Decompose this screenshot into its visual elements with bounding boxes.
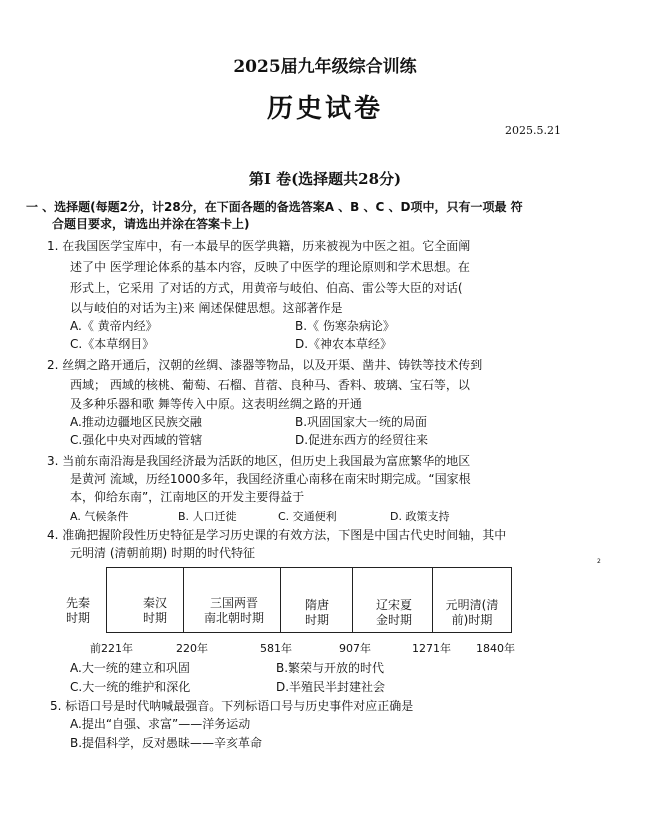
q2-line-3: 及多种乐器和歌 舞等传入中原。这表明丝绸之路的开通 — [70, 397, 362, 411]
q3-option-c: C. 交通便利 — [278, 510, 337, 523]
timeline-date: 581年 — [260, 642, 292, 655]
timeline-date: 220年 — [176, 642, 208, 655]
timeline-divider — [280, 567, 281, 633]
q3-line-1: 3. 当前东南沿海是我国经济最为活跃的地区，但历史上我国最为富庶繁华的地区 — [47, 454, 471, 468]
q4-line-2: 元明清 (清朝前期) 时期的时代特征 — [70, 546, 255, 560]
q1-line-2: 述了中 医学理论体系的基本内容，反映了中医学的理论原则和学术思想。在 — [70, 260, 470, 274]
q1-option-d: D.《神农本草经》 — [295, 337, 393, 351]
q3-line-2: 是黄河 流域，历经1000多年，我国经济重心南移在南宋时期完成。“国家根 — [70, 472, 471, 486]
part-title: 第Ⅰ 卷(选择题共28分) — [248, 170, 402, 188]
q2-option-b: B.巩固国家大一统的局面 — [295, 415, 428, 429]
q5-option-b: B.提倡科学，反对愚昧——辛亥革命 — [70, 736, 263, 750]
q3-option-b: B. 人口迁徙 — [178, 510, 237, 523]
q1-line-3: 形式上，它采用 了对话的方式，用黄帝与岐伯、伯高、雷公等大臣的对话( — [70, 281, 463, 295]
timeline-date: 前221年 — [90, 642, 133, 655]
timeline-date: 1271年 — [412, 642, 451, 655]
q3-option-d: D. 政策支持 — [390, 510, 450, 523]
timeline-period-pre-qin: 先秦 时期 — [65, 596, 90, 625]
timeline-period-qin-han: 秦汉 时期 — [142, 596, 167, 625]
q4-option-d: D.半殖民半封建社会 — [276, 680, 386, 694]
q1-line-4: 以与岐伯的对话为主)来 阐述保健思想。这部著作是 — [70, 301, 343, 315]
q1-line-1: 1. 在我国医学宝库中，有一本最早的医学典籍，历来被视为中医之祖。它全面阐 — [47, 239, 471, 253]
exam-title: 2025届九年级综合训练 — [233, 57, 417, 77]
timeline-period-yuan-ming-qing: 元明清(清 前)时期 — [445, 598, 499, 627]
q4-option-a: A.大一统的建立和巩固 — [70, 661, 190, 675]
q1-option-a: A.《 黄帝内经》 — [70, 319, 158, 333]
q3-option-a: A. 气候条件 — [70, 510, 129, 523]
q2-option-d: D.促进东西方的经贸往来 — [295, 433, 429, 447]
q4-option-b: B.繁荣与开放的时代 — [276, 661, 385, 675]
timeline-period-sui-tang: 隋唐 时期 — [304, 598, 329, 627]
timeline-date: 907年 — [339, 642, 371, 655]
timeline-date: 1840年 — [476, 642, 515, 655]
timeline-period-liao-song: 辽宋夏 金时期 — [375, 598, 412, 627]
q4-line-1: 4. 准确把握阶段性历史特征是学习历史课的有效方法，下图是中国古代史时间轴，其中 — [47, 528, 507, 542]
q1-option-c: C.《本草纲目》 — [70, 337, 155, 351]
q5-line-1: 5. 标语口号是时代呐喊最强音。下列标语口号与历史事件对应正确是 — [50, 699, 414, 713]
timeline-divider — [352, 567, 353, 633]
instructions-line-1: 一 、选择题(每题2分，计28分，在下面各题的备选答案A 、B 、C 、D项中，只有一项最 符 — [26, 200, 523, 214]
q2-option-a: A.推动边疆地区民族交融 — [70, 415, 202, 429]
instructions-line-2: 合题目要求，请选出并涂在答案卡上) — [52, 217, 250, 231]
q1-option-b: B.《 伤寒杂病论》 — [295, 319, 395, 333]
q4-option-c: C.大一统的维护和深化 — [70, 680, 191, 694]
subject-title: 历史试卷 — [266, 94, 383, 124]
q2-line-1: 2. 丝绸之路开通后，汉朝的丝绸、漆器等物品，以及开渠、凿井、铸铁等技术传到 — [47, 358, 483, 372]
timeline-period-three-kingdoms: 三国两晋 南北朝时期 — [203, 596, 264, 625]
q3-line-3: 本，仰给东南”，江南地区的开发主要得益于 — [70, 490, 305, 504]
q5-option-a: A.提出“自强、求富”——洋务运动 — [70, 717, 251, 731]
q2-option-c: C.强化中央对西域的管辖 — [70, 433, 203, 447]
margin-mark: 2 — [597, 558, 601, 565]
q2-line-2: 西域； 西域的核桃、葡萄、石榴、苜蓿、良种马、香料、玻璃、宝石等，以 — [70, 378, 470, 392]
exam-date: 2025.5.21 — [505, 124, 561, 137]
